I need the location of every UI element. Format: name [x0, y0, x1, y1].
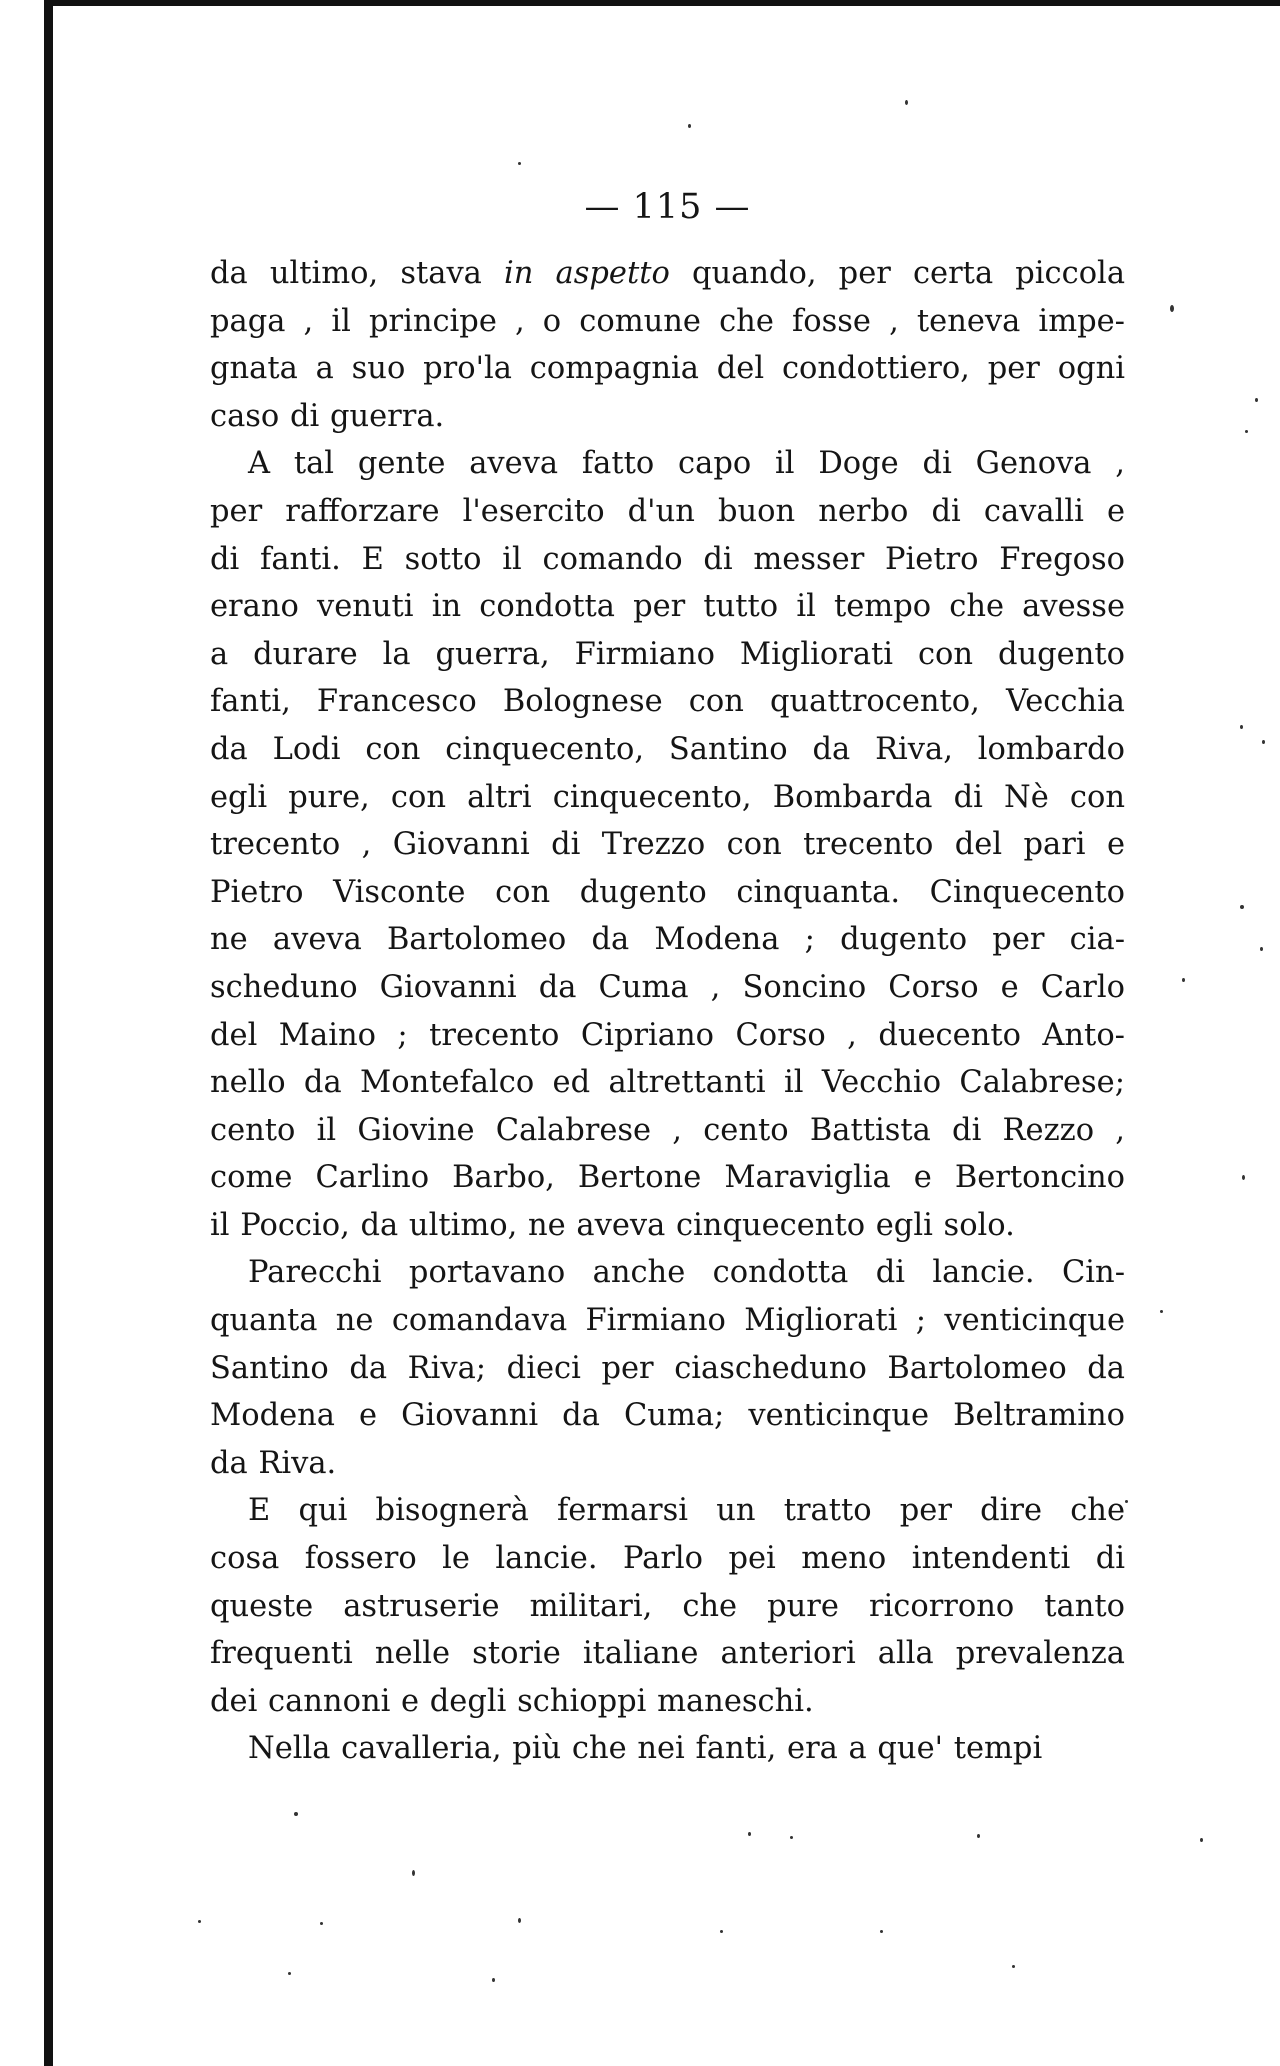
text-segment: quando, per certa piccola: [669, 256, 1125, 291]
paragraph: [210, 1487, 1125, 1725]
text-line: [210, 440, 1125, 488]
text-segment: trecento , Giovanni di Trezzo con trecento del pari e: [210, 827, 1125, 863]
text-segment: paga , il principe , o comune che fosse , teneva impe-: [210, 303, 1125, 339]
text-segment: Santino da Riva; dieci per ciascheduno Bartolomeo da: [210, 1350, 1125, 1386]
italic-phrase: in aspetto: [504, 256, 670, 291]
text-line: [210, 345, 1125, 393]
text-segment: ne aveva Bartolomeo da Modena ; dugento per cia-: [210, 922, 1125, 958]
text-line: [210, 1154, 1125, 1202]
text-line: [210, 1678, 1125, 1726]
book-page: [210, 182, 1125, 1773]
text-segment: E qui bisognerà fermarsi un tratto per dire che: [248, 1493, 1125, 1529]
text-segment: caso di guerra.: [210, 398, 445, 434]
paragraph: [210, 1725, 1125, 1773]
text-line: [210, 821, 1125, 869]
text-line: [210, 298, 1125, 346]
text-segment: cosa fossero le lancie. Parlo pei meno intendenti di: [210, 1541, 1125, 1577]
text-line: [210, 250, 1125, 298]
text-segment: dei cannoni e degli schioppi maneschi.: [210, 1683, 814, 1719]
text-line: [210, 678, 1125, 726]
text-segment: quanta ne comandava Firmiano Migliorati ; venticinque: [210, 1303, 1125, 1339]
text-segment: Nella cavalleria, più che nei fanti, era a que' tempi: [248, 1731, 1043, 1767]
text-segment: Pietro Visconte con dugento cinquanta. Cinquecento: [210, 874, 1125, 910]
text-line: [210, 726, 1125, 774]
page-number: — 115 —: [584, 187, 751, 227]
text-segment: queste astruserie militari, che pure ricorrono tanto: [210, 1588, 1125, 1624]
text-line: [210, 1392, 1125, 1440]
text-segment: il Poccio, da ultimo, ne aveva cinquecento egli solo.: [210, 1207, 1015, 1243]
text-line: [210, 1297, 1125, 1345]
paragraph: [210, 1249, 1125, 1487]
text-line: [210, 1202, 1125, 1250]
text-segment: del Maino ; trecento Cipriano Corso , duecento Anto-: [210, 1017, 1125, 1053]
paragraph: [210, 440, 1125, 1249]
text-segment: A tal gente aveva fatto capo il Doge di Genova ,: [248, 446, 1125, 482]
text-segment: come Carlino Barbo, Bertone Maraviglia e Bertoncino: [210, 1160, 1125, 1196]
text-segment: da ultimo, stava: [210, 256, 505, 291]
text-segment: fanti, Francesco Bolognese con quattrocento, Vecchia: [210, 684, 1125, 720]
text-line: [210, 774, 1125, 822]
text-line: [210, 631, 1125, 679]
text-line: [210, 1107, 1125, 1155]
text-line: [210, 1345, 1125, 1393]
scan-edge-left: [44, 0, 53, 2066]
text-segment: cento il Giovine Calabrese , cento Battista di Rezzo ,: [210, 1112, 1125, 1148]
body-text: [210, 250, 1125, 1773]
text-segment: nello da Montefalco ed altrettanti il Vecchio Calabrese;: [210, 1065, 1125, 1101]
text-segment: da Riva.: [210, 1445, 337, 1481]
text-line: [210, 1249, 1125, 1297]
text-segment: erano venuti in condotta per tutto il tempo che avesse: [210, 589, 1125, 625]
text-segment: frequenti nelle storie italiane anteriori alla prevalenza: [210, 1636, 1125, 1672]
text-line: [210, 1440, 1125, 1488]
text-line: [210, 1630, 1125, 1678]
text-line: [210, 1583, 1125, 1631]
text-segment: a durare la guerra, Firmiano Migliorati con dugento: [210, 636, 1125, 672]
text-line: [210, 964, 1125, 1012]
text-segment: Parecchi portavano anche condotta di lancie. Cin-: [248, 1255, 1125, 1291]
text-segment: per rafforzare l'esercito d'un buon nerbo di cavalli e: [210, 493, 1125, 529]
text-segment: scheduno Giovanni da Cuma , Soncino Corso e Carlo: [210, 969, 1125, 1005]
text-line: [210, 1487, 1125, 1535]
text-segment: Modena e Giovanni da Cuma; venticinque Beltramino: [210, 1398, 1125, 1434]
text-segment: da Lodi con cinquecento, Santino da Riva, lombardo: [210, 731, 1125, 767]
text-line: [210, 916, 1125, 964]
text-line: [210, 488, 1125, 536]
text-segment: di fanti. E sotto il comando di messer Pietro Fregoso: [210, 541, 1125, 577]
text-line: [210, 1012, 1125, 1060]
text-line: [210, 869, 1125, 917]
paragraph: [210, 250, 1125, 440]
scan-edge-top: [44, 0, 1280, 6]
text-line: [210, 536, 1125, 584]
text-segment: egli pure, con altri cinquecento, Bombarda di Nè con: [210, 779, 1125, 815]
text-line: [210, 1059, 1125, 1107]
text-line: [210, 1535, 1125, 1583]
text-line: [210, 583, 1125, 631]
text-line: [210, 1725, 1125, 1773]
text-line: [210, 393, 1125, 441]
text-segment: gnata a suo pro'la compagnia del condottiero, per ogni: [210, 351, 1125, 387]
